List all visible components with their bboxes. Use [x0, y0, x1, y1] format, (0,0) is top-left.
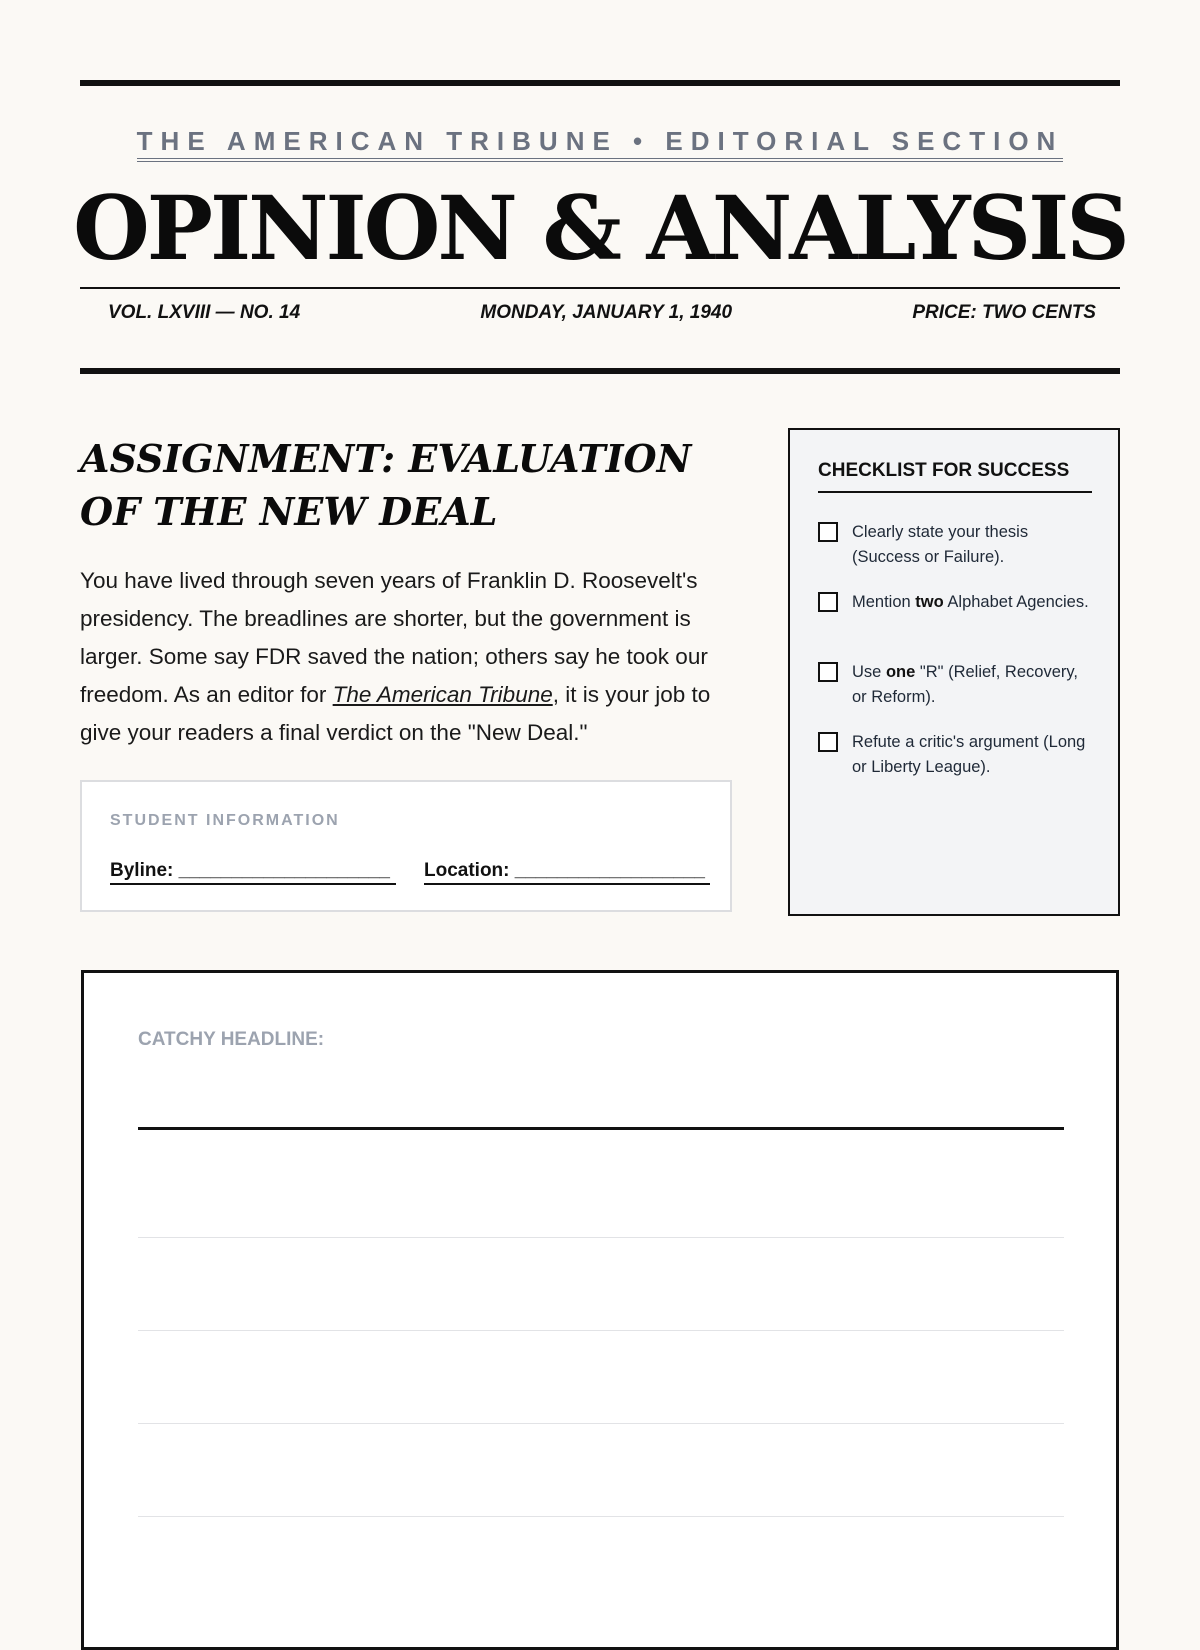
- checklist-item: [818, 590, 1094, 615]
- section-kicker: [0, 126, 1200, 157]
- issue-price: PRICE: TWO CENTS: [912, 302, 1096, 323]
- masthead-rule: [80, 287, 1120, 289]
- byline-field[interactable]: Byline: ____________________: [110, 860, 396, 885]
- checklist-item-text-end: "R" (Relief, Recovery, or Reform).: [852, 663, 1078, 706]
- checklist-item-text: [852, 590, 1089, 615]
- checklist-item-text: [852, 660, 1094, 710]
- checkbox[interactable]: [818, 662, 838, 682]
- writing-line[interactable]: [138, 1423, 1064, 1424]
- checklist-item-text-start: Use: [852, 663, 886, 681]
- checklist-item: [818, 520, 1094, 570]
- checklist-item-emphasis: two: [915, 593, 944, 611]
- publication-name: The American Tribune: [332, 682, 553, 707]
- checklist-item-text: Refute a critic's argument (Long or Liberty League).: [852, 733, 1086, 776]
- checkbox[interactable]: [818, 522, 838, 542]
- assignment-intro: [80, 562, 740, 752]
- checklist-panel: [788, 428, 1120, 916]
- checklist-item-text-end: Alphabet Agencies.: [943, 593, 1089, 611]
- checklist-item-text-start: Mention: [852, 593, 916, 611]
- header-bottom-rule: [80, 368, 1120, 374]
- draft-writing-area[interactable]: [81, 970, 1119, 1650]
- checklist-title: CHECKLIST FOR SUCCESS: [818, 460, 1092, 493]
- issue-date: MONDAY, JANUARY 1, 1940: [480, 302, 733, 323]
- student-information-box: [80, 780, 732, 912]
- writing-line[interactable]: [138, 1237, 1064, 1238]
- headline-label: CATCHY HEADLINE:: [138, 1029, 325, 1050]
- checkbox[interactable]: [818, 732, 838, 752]
- intro-text-end: , it is your job to give your readers a final verdict on the "New Deal.": [80, 682, 711, 745]
- checklist-item: [818, 730, 1094, 780]
- checklist-item-emphasis: one: [885, 663, 916, 681]
- location-field[interactable]: Location: __________________: [424, 860, 710, 885]
- checklist-item-text: Clearly state your thesis (Success or Failure).: [852, 523, 1029, 566]
- intro-text: You have lived through seven years of Franklin D. Roosevelt's presidency. The breadlines are shorter, but the government is larger. Some say FDR saved the nation; others say he took our freedom. As an editor for: [80, 568, 708, 707]
- checkbox[interactable]: [818, 592, 838, 612]
- headline-line[interactable]: [138, 1127, 1064, 1130]
- top-rule: [80, 80, 1120, 86]
- checklist-item: [818, 660, 1094, 710]
- writing-line[interactable]: [138, 1516, 1064, 1517]
- volume-number: VOL. LXVIII — NO. 14: [108, 302, 301, 323]
- writing-line[interactable]: [138, 1330, 1064, 1331]
- assignment-title: ASSIGNMENT: EVALUATION OF THE NEW DEAL: [80, 436, 692, 534]
- masthead-title: OPINION & ANALYSIS: [73, 176, 1127, 280]
- section-kicker-text: THE AMERICAN TRIBUNE • EDITORIAL SECTION: [137, 126, 1064, 162]
- student-information-label: STUDENT INFORMATION: [110, 812, 340, 829]
- issue-bar: [108, 302, 1096, 328]
